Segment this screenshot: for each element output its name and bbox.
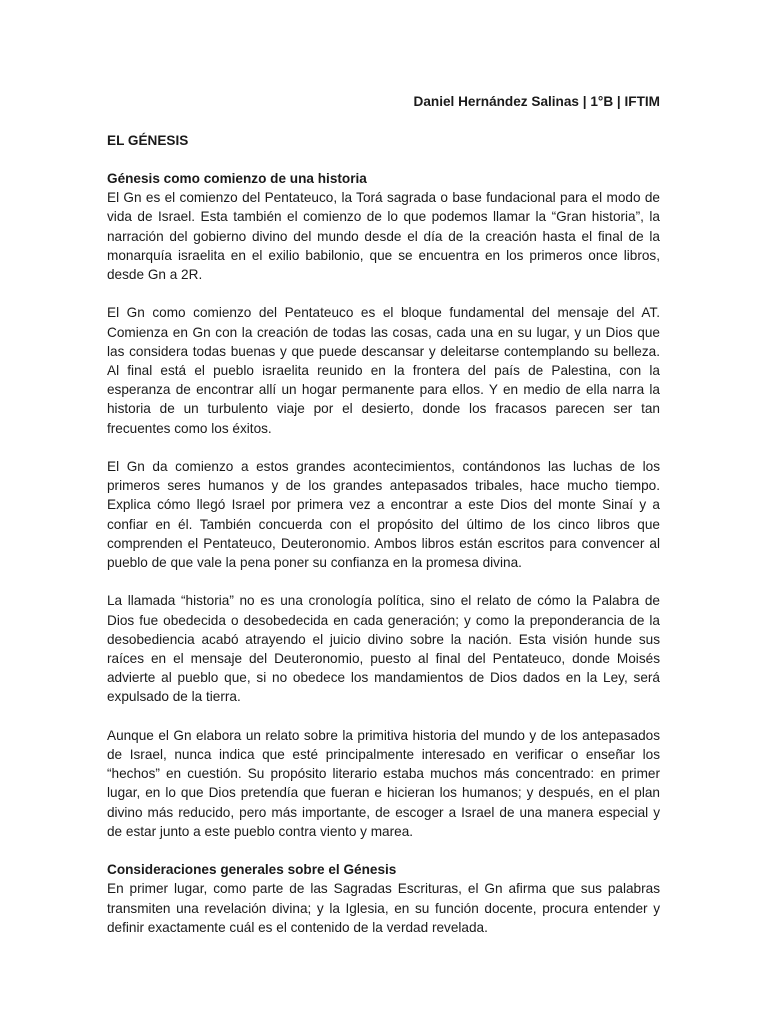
section-heading: Génesis como comienzo de una historia [107, 171, 367, 186]
paragraph: En primer lugar, como parte de las Sagradas Escrituras, el Gn afirma que sus palabras transmiten una revelación divina; y la Iglesia, en su función docente, procura entender y definir exactamente cuál es el contenido de la verdad revelada. [107, 881, 660, 935]
section-consideraciones-generales [107, 860, 660, 937]
document-body [107, 169, 660, 956]
paragraph: Aunque el Gn elabora un relato sobre la primitiva historia del mundo y de los antepasados de Israel, nunca indica que esté principalmente interesado en verificar o enseñar los “hechos” en cuestión. Su propósito literario estaba muchos más concentrado: en primer lugar, en lo que Dios pretendía que fueran e hicieran los humanos; y después, en el plan divino más reducido, pero más importante, de escoger a Israel de una manera especial y de estar junto a este pueblo contra viento y marea. [107, 727, 660, 839]
section-heading: Consideraciones generales sobre el Génesis [107, 862, 397, 878]
section-genesis-comienzo [107, 169, 660, 841]
paragraph: El Gn como comienzo del Pentateuco es el bloque fundamental del mensaje del AT. Comienza en Gn con la creación de todas las cosas, cada una en su lugar, y un Dios que las considera todas buenas y que puede descansar y deleitarse contemplando su belleza. Al final está el pueblo israelita reunido en la frontera del país de Palestina, con la esperanza de encontrar allí un hogar permanente para ellos. Y en medio de ella narra la historia de un turbulento viaje por el desierto, donde los fracasos parecen ser tan frecuentes como los éxitos. [107, 305, 660, 436]
paragraph: La llamada “historia” no es una cronología política, sino el relato de cómo la Palabra de Dios fue obedecida o desobedecida en cada generación; y como la preponderancia de la desobediencia acabó atrayendo el juicio divino sobre la nación. Esta visión hunde sus raíces en el mensaje del Deuteronomio, puesto al final del Pentateuco, donde Moisés advierte al pueblo que, si no obedece los mandamientos de Dios dados en la Ley, será expulsado de la tierra. [107, 593, 660, 705]
document-title: EL GÉNESIS [107, 133, 189, 148]
author-header: Daniel Hernández Salinas | 1°B | IFTIM [413, 94, 660, 109]
paragraph: El Gn da comienzo a estos grandes acontecimientos, contándonos las luchas de los primeros seres humanos y de los grandes antepasados tribales, hace mucho tiempo. Explica cómo llegó Israel por primera vez a encontrar a este Dios del monte Sinaí y a confiar en él. También concuerda con el propósito del último de los cinco libros que comprenden el Pentateuco, Deuteronomio. Ambos libros están escritos para convencer al pueblo de que vale la pena poner su confianza en la promesa divina. [107, 459, 660, 571]
paragraph: El Gn es el comienzo del Pentateuco, la Torá sagrada o base fundacional para el modo de vida de Israel. Esta también el comienzo de lo que podemos llamar la “Gran historia”, la narración del gobierno divino del mundo desde el día de la creación hasta el final de la monarquía israelita en el exilio babilonio, que se encuentra en los primeros once libros, desde Gn a 2R. [107, 190, 660, 283]
